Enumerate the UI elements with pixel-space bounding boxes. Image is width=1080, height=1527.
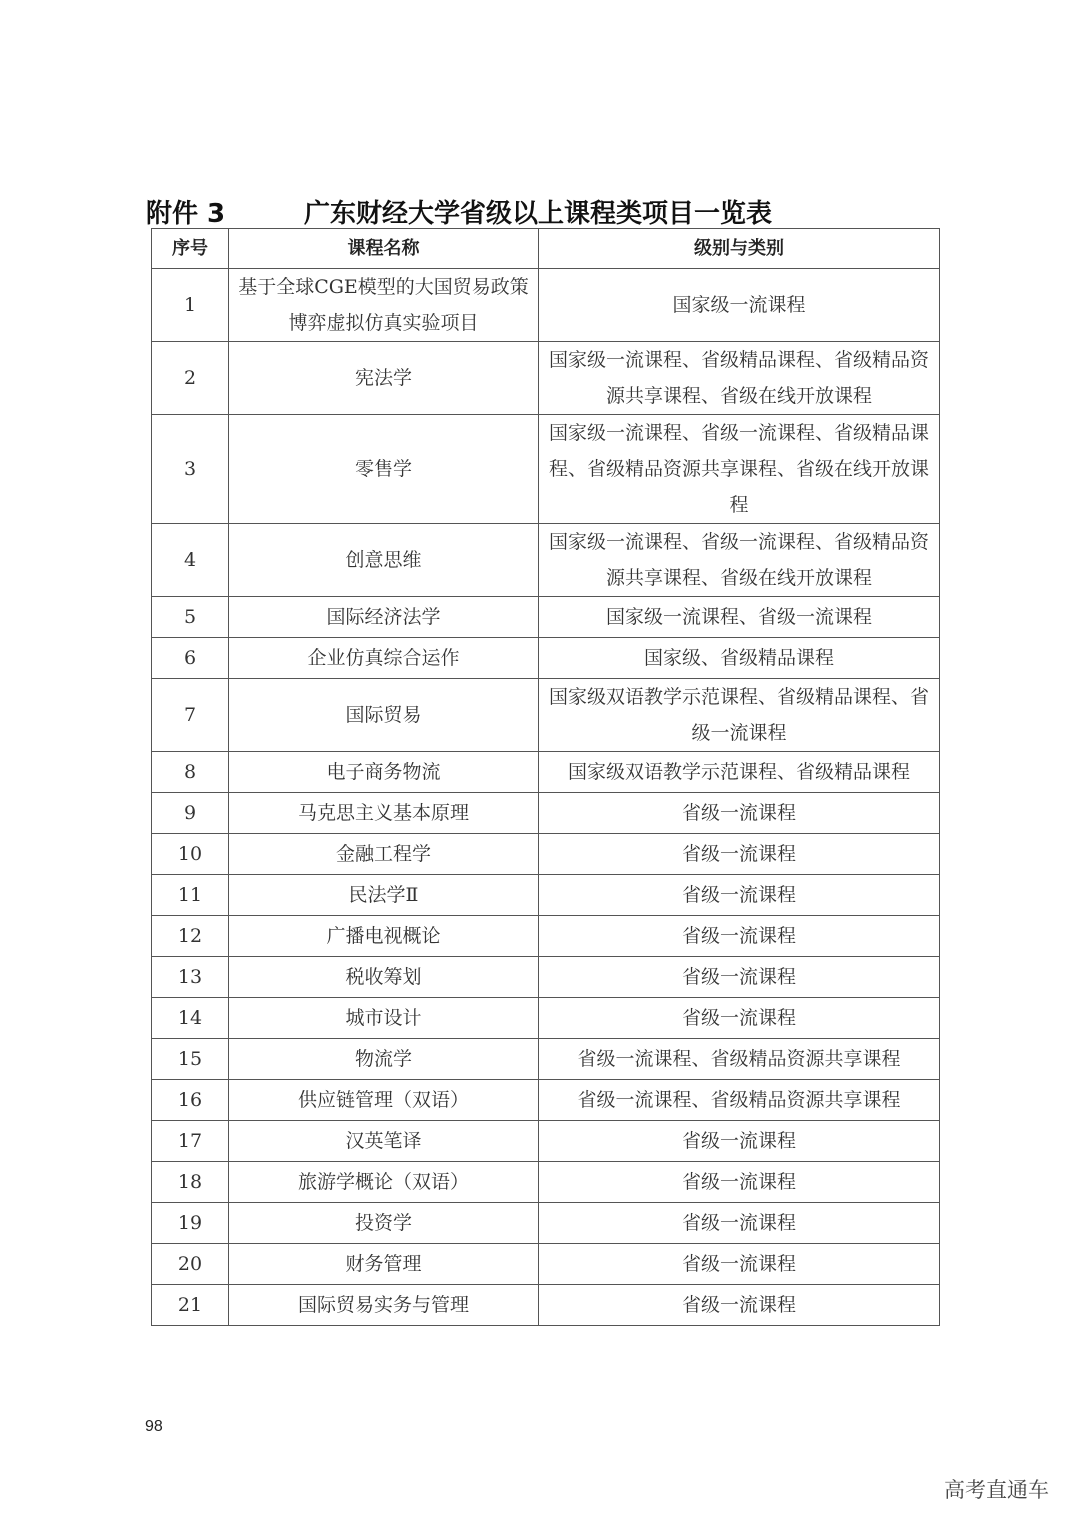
row-index: 15 [152,1039,229,1080]
level-category: 国家级一流课程、省级一流课程、省级精品资源共享课程、省级在线开放课程 [539,524,940,597]
course-name: 电子商务物流 [229,752,539,793]
course-name: 宪法学 [229,342,539,415]
level-category: 省级一流课程 [539,793,940,834]
page-number: 98 [145,1418,163,1435]
course-name: 财务管理 [229,1244,539,1285]
row-index: 9 [152,793,229,834]
row-index: 6 [152,638,229,679]
row-index: 13 [152,957,229,998]
title-text: 广东财经大学省级以上课程类项目一览表 [304,199,773,229]
course-name: 金融工程学 [229,834,539,875]
row-index: 8 [152,752,229,793]
level-category: 国家级双语教学示范课程、省级精品课程 [539,752,940,793]
table-row [152,342,940,415]
table-row [152,1244,940,1285]
watermark: 高考直通车 [944,1478,1049,1502]
level-category: 省级一流课程 [539,1121,940,1162]
level-category: 省级一流课程 [539,1244,940,1285]
level-category: 省级一流课程 [539,957,940,998]
document-title [146,193,772,230]
course-name: 城市设计 [229,998,539,1039]
course-name: 民法学Ⅱ [229,875,539,916]
level-category: 省级一流课程 [539,834,940,875]
row-index: 19 [152,1203,229,1244]
row-index: 11 [152,875,229,916]
row-index: 20 [152,1244,229,1285]
level-category: 省级一流课程 [539,1203,940,1244]
table-row [152,597,940,638]
course-name: 旅游学概论（双语） [229,1162,539,1203]
row-index: 12 [152,916,229,957]
course-name: 国际经济法学 [229,597,539,638]
row-index: 1 [152,269,229,342]
course-name: 零售学 [229,415,539,524]
level-category: 省级一流课程 [539,1285,940,1326]
table-row [152,998,940,1039]
course-name: 基于全球CGE模型的大国贸易政策博弈虚拟仿真实验项目 [229,269,539,342]
level-category: 国家级双语教学示范课程、省级精品课程、省级一流课程 [539,679,940,752]
table-row [152,834,940,875]
course-name: 供应链管理（双语） [229,1080,539,1121]
header-level-category: 级别与类别 [539,229,940,269]
course-name: 投资学 [229,1203,539,1244]
table-row [152,1285,940,1326]
level-category: 省级一流课程 [539,1162,940,1203]
course-name: 马克思主义基本原理 [229,793,539,834]
row-index: 14 [152,998,229,1039]
table-row [152,1162,940,1203]
table-row [152,524,940,597]
course-name: 广播电视概论 [229,916,539,957]
level-category: 国家级一流课程、省级精品课程、省级精品资源共享课程、省级在线开放课程 [539,342,940,415]
course-name: 税收筹划 [229,957,539,998]
level-category: 省级一流课程 [539,916,940,957]
attachment-label: 附件 3 [146,199,226,229]
row-index: 17 [152,1121,229,1162]
table-row [152,957,940,998]
level-category: 国家级、省级精品课程 [539,638,940,679]
course-name: 企业仿真综合运作 [229,638,539,679]
row-index: 21 [152,1285,229,1326]
level-category: 国家级一流课程、省级一流课程、省级精品课程、省级精品资源共享课程、省级在线开放课程 [539,415,940,524]
level-category: 国家级一流课程 [539,269,940,342]
level-category: 省级一流课程 [539,998,940,1039]
level-category: 省级一流课程 [539,875,940,916]
course-name: 国际贸易实务与管理 [229,1285,539,1326]
row-index: 3 [152,415,229,524]
course-table [151,228,940,1326]
table-row [152,1121,940,1162]
row-index: 10 [152,834,229,875]
table-row [152,916,940,957]
row-index: 7 [152,679,229,752]
level-category: 国家级一流课程、省级一流课程 [539,597,940,638]
row-index: 18 [152,1162,229,1203]
table-row [152,793,940,834]
table-row [152,415,940,524]
row-index: 4 [152,524,229,597]
level-category: 省级一流课程、省级精品资源共享课程 [539,1039,940,1080]
table-row [152,638,940,679]
level-category: 省级一流课程、省级精品资源共享课程 [539,1080,940,1121]
row-index: 5 [152,597,229,638]
table-row [152,1203,940,1244]
course-name: 创意思维 [229,524,539,597]
row-index: 2 [152,342,229,415]
course-name: 物流学 [229,1039,539,1080]
header-course-name: 课程名称 [229,229,539,269]
table-row [152,679,940,752]
table-row [152,875,940,916]
table-row [152,1039,940,1080]
table-header-row [152,229,940,269]
course-name: 汉英笔译 [229,1121,539,1162]
table-row [152,752,940,793]
table-row [152,1080,940,1121]
row-index: 16 [152,1080,229,1121]
header-index: 序号 [152,229,229,269]
table-row [152,269,940,342]
course-name: 国际贸易 [229,679,539,752]
